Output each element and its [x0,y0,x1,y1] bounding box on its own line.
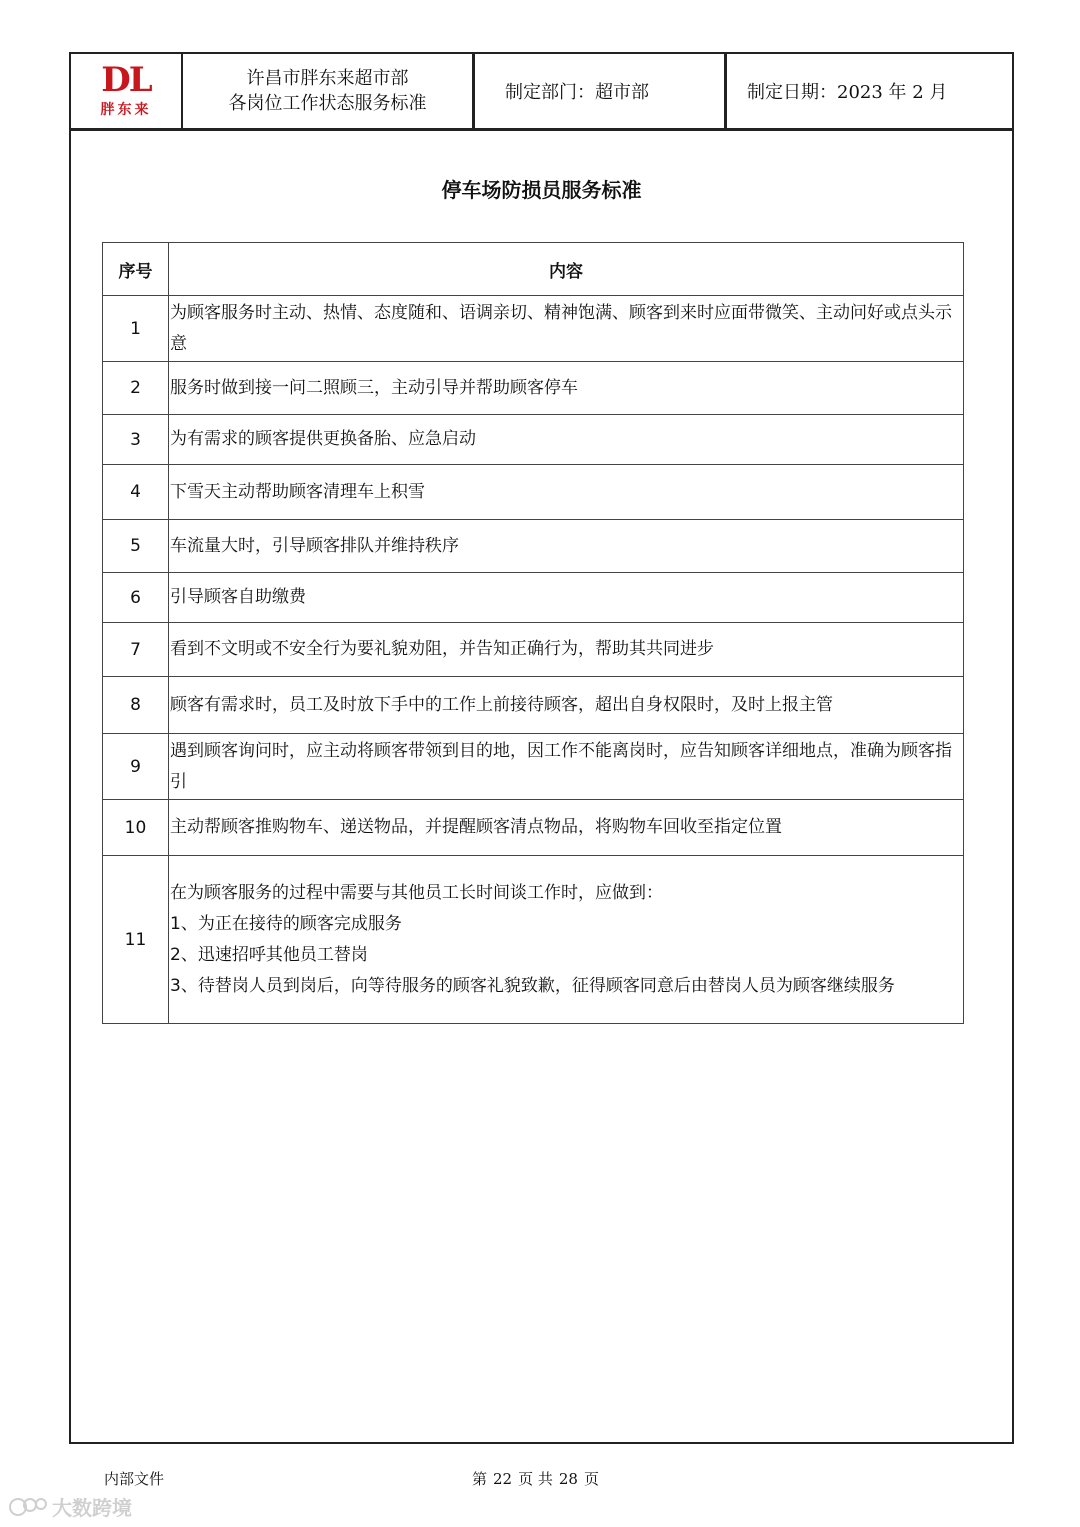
page-total: 28 [558,1470,578,1488]
row-number: 3 [103,415,169,465]
watermark [8,1492,132,1521]
header-title-line1: 许昌市胖东来超市部 [246,68,409,89]
row-content: 车流量大时，引导顾客排队并维持秩序 [169,520,964,573]
watermark-text: 大数跨境 [52,1496,132,1520]
row-content: 引导顾客自助缴费 [169,573,964,623]
page-mid: 页 共 [518,1470,553,1488]
table-row [103,623,964,677]
company-logo [100,60,152,119]
row-content: 服务时做到接一问二照顾三，主动引导并帮助顾客停车 [169,362,964,415]
logo-text: 胖东来 [100,102,152,118]
header-title-line2: 各岗位工作状态服务标准 [228,93,427,114]
table-row [103,296,964,362]
row-number: 2 [103,362,169,415]
row-number: 1 [103,296,169,362]
row-content-line: 2、迅速招呼其他员工替岗 [170,944,368,965]
page-title: 停车场防损员服务标准 [441,178,642,202]
page-current: 22 [493,1470,513,1488]
row-content: 主动帮顾客推购物车、递送物品，并提醒顾客清点物品，将购物车回收至指定位置 [169,800,964,856]
page-prefix: 第 [472,1470,488,1488]
watermark-logo-icon [8,1496,48,1518]
row-content [169,856,964,1024]
row-content: 下雪天主动帮助顾客清理车上积雪 [169,465,964,520]
page-suffix: 页 [583,1470,599,1488]
row-number: 11 [103,856,169,1024]
table-row [103,362,964,415]
header-dept: 制定部门：超市部 [475,54,727,128]
footer-internal-doc: 内部文件 [104,1470,165,1488]
document-header [71,54,1012,131]
row-content-line: 在为顾客服务的过程中需要与其他员工长时间谈工作时，应做到： [170,882,663,903]
row-number: 5 [103,520,169,573]
header-date: 制定日期：2023 年 2 月 [747,82,948,103]
header-title-cell [183,54,475,128]
row-number: 10 [103,800,169,856]
table-row [103,465,964,520]
table-header-row [103,243,964,296]
table-row [103,573,964,623]
row-number: 8 [103,677,169,734]
table-row [103,856,964,1024]
table-row [103,677,964,734]
col-header-no: 序号 [103,243,169,296]
row-number: 4 [103,465,169,520]
col-header-content: 内容 [169,243,964,296]
logo-cell [71,54,183,128]
row-content: 遇到顾客询问时，应主动将顾客带领到目的地，因工作不能离岗时，应告知顾客详细地点，准确为顾客指引 [169,734,964,800]
row-content: 看到不文明或不安全行为要礼貌劝阻，并告知正确行为，帮助其共同进步 [169,623,964,677]
logo-mark: DL [101,60,151,100]
row-content: 为顾客服务时主动、热情、态度随和、语调亲切、精神饱满、顾客到来时应面带微笑、主动问好或点头示意 [169,296,964,362]
table-row [103,734,964,800]
table-row [103,800,964,856]
row-content-line: 1、为正在接待的顾客完成服务 [170,913,402,934]
row-number: 9 [103,734,169,800]
footer-page-number [472,1468,605,1489]
table-row [103,415,964,465]
row-content: 顾客有需求时，员工及时放下手中的工作上前接待顾客，超出自身权限时，及时上报主管 [169,677,964,734]
row-content-line: 3、待替岗人员到岗后，向等待服务的顾客礼貌致歉，征得顾客同意后由替岗人员为顾客继续服务 [170,975,895,996]
document-frame [69,52,1014,1444]
row-number: 6 [103,573,169,623]
table-row [103,520,964,573]
standards-table [102,242,964,1024]
row-number: 7 [103,623,169,677]
row-content: 为有需求的顾客提供更换备胎、应急启动 [169,415,964,465]
